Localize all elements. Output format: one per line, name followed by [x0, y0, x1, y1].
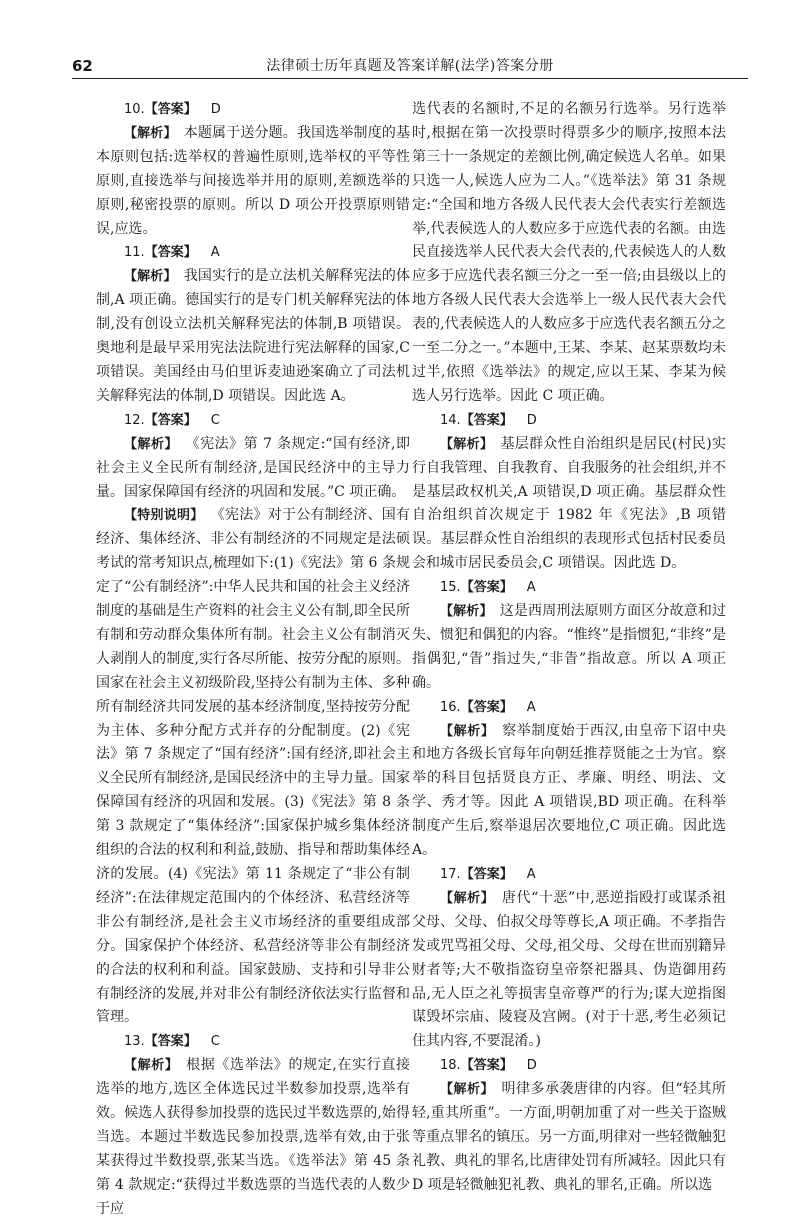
paragraph-text: 明律多承袭唐律的内容。但“轻其所轻,重其所重”。一方面,明朝加重了对一些关于盗贼等重点罪名的镇压。另一方面,明律对一些轻微触犯礼教、典礼的罪名,比唐律处罚有所减轻。因此只有 D 项是轻微触犯礼教、典礼的罪名,正确。所以选 — [412, 1081, 726, 1193]
paragraph-text: 《宪法》第 7 条规定:“国有经济,即社会主义全民所有制经济,是国民经济中的主导力量。国家保障国有经济的巩固和发展。”C 项正确。 — [96, 435, 410, 500]
answer-line — [412, 409, 726, 433]
section-tag: 【解析】 — [124, 269, 177, 285]
paragraph-text: 唐代“十恶”中,恶逆指殴打或谋杀祖父母、父母、伯叔父母等尊长,A 项正确。不孝指告发或咒骂祖父母、父母,祖父母、父母在世而别籍异财者等;大不敬指盗窃皇帝祭祀器具、伪造御用药品,无人臣之礼等损害皇帝尊严的行为;谋大逆指图谋毁坏宗庙、陵寝及宫阙。(对于十恶,考生必须记住其内容,不要混淆。) — [412, 889, 726, 1050]
explanation-paragraph — [96, 265, 410, 408]
running-title: 法律硕士历年真题及答案详解(法学)答案分册 — [266, 58, 554, 74]
answer-value: A — [210, 245, 220, 261]
answer-line — [96, 98, 410, 122]
paragraph-text: 根据《选举法》的规定,在实行直接选举的地方,选区全体选民过半数参加投票,选举有效。候选人获得参加投票的选民过半数选票的,始得当选。本题过半数选民参加投票,选举有效,由于张某获得过半数投票,张某当选。《选举法》第 45 条第 4 款规定:“获得过半数选票的当选代表的人数少于应 — [96, 1057, 410, 1217]
answer-line — [96, 409, 410, 433]
question-number: 13. — [124, 1034, 145, 1050]
answer-value: D — [210, 102, 221, 117]
paragraph-text: 《宪法》对于公有制经济、国有经济、集体经济、非公有制经济的不同规定是法硕考试的常考知识点,梳理如下:(1)《宪法》第 6 条规定了“公有制经济”:中华人民共和国的社会主义经济制度的基础是生产资料的社会主义公有制,即全民所有制和劳动群众集体所有制。社会主义公有制消灭人剥削人的制度,实行各尽所能、按劳分配的原则。国家在社会主义初级阶段,坚持公有制为主体、多种所有制经济共同发展的基本经济制度,坚持按劳分配为主体、多种分配方式并存的分配制度。(2)《宪法》第 7 条规定了“国有经济”:国有经济,即社会主义全民所有制经济,是国民经济中的主导力量。国家保障国有经济的巩固和发展。(3)《宪法》第 8 条第 3 款规定了“集体经济”:国家保护城乡集体经济组织的合法的权利和利益,鼓励、指导和帮助集体经济的发展。(4)《宪法》第 11 条规定了“非公有制经济”:在法律规定范围内的个体经济、私营经济等非公有制经济,是社会主义市场经济的重要组成部分。国家保护个体经济、私营经济等非公有制经济的合法的权利和利益。国家鼓励、支持和引导非公有制经济的发展,并对非公有制经济依法实行监督和管理。 — [96, 507, 410, 1026]
explanation-paragraph — [412, 887, 726, 1054]
left-column — [96, 98, 410, 1222]
section-tag: 【解析】 — [440, 723, 495, 739]
question-number: 17. — [440, 867, 461, 882]
answer-value: A — [526, 867, 536, 882]
answer-line — [412, 576, 726, 600]
answer-value: A — [526, 699, 536, 715]
answer-line — [412, 1054, 726, 1078]
answer-value: C — [210, 412, 220, 428]
question-number: 11. — [124, 245, 145, 261]
answer-tag: 【答案】 — [460, 580, 513, 596]
section-tag: 【解析】 — [124, 1058, 179, 1074]
question-number: 18. — [440, 1058, 461, 1074]
answer-value: C — [210, 1034, 220, 1050]
section-tag: 【解析】 — [440, 1082, 494, 1098]
answer-value: D — [526, 412, 537, 428]
question-number: 12. — [124, 412, 145, 428]
explanation-paragraph — [412, 1078, 726, 1198]
answer-line — [412, 696, 726, 720]
paragraph-text: 本题属于送分题。我国选举制度的基本原则包括:选举权的普遍性原则,选举权的平等性原则,直接选举与间接选举并用的原则,差额选举的原则,秘密投票的原则。所以 D 项公开投票原则错误,应选。 — [96, 124, 410, 237]
answer-tag: 【答案】 — [460, 412, 513, 428]
explanation-paragraph — [412, 600, 726, 696]
question-number: 10. — [124, 102, 145, 117]
page-header — [72, 56, 748, 79]
paragraph-text: 基层群众性自治组织是居民(村民)实行自我管理、自我教育、自我服务的社会组织,并不是基层政权机关,A 项错误,D 项正确。基层群众性自治组织首次规定于 1982 年《宪法》,B 项错误。基层群众性自治组织的表现形式包括村民委员会和城市居民委员会,C 项错误。因此选 D。 — [412, 435, 726, 572]
answer-tag: 【答案】 — [460, 867, 513, 882]
answer-tag: 【答案】 — [144, 1034, 197, 1050]
explanation-paragraph — [96, 504, 410, 1030]
answer-tag: 【答案】 — [460, 699, 513, 715]
answer-tag: 【答案】 — [460, 1058, 513, 1074]
answer-tag: 【答案】 — [144, 412, 197, 428]
paragraph-text: 这是西周刑法原则方面区分故意和过失、惯犯和偶犯的内容。“惟终”是指惯犯,“非终”是指偶犯,“眚”指过失,“非眚”指故意。所以 A 项正确。 — [412, 603, 726, 691]
continued-paragraph: 选代表的名额时,不足的名额另行选举。另行选举时,根据在第一次投票时得票多少的顺序,按照本法第三十一条规定的差额比例,确定候选人名单。如果只选一人,候选人应为二人。”《选举法》第 31 条规定:“全国和地方各级人民代表大会代表实行差额选举,代表候选人的人数应多于应选代表的名额。由选民直接选举人民代表大会代表的,代表候选人的人数应多于应选代表名额三分之一至一倍;由县级以上的地方各级人民代表大会选举上一级人民代表大会代表的,代表候选人的人数应多于应选代表名额五分之一至二分之一。”本题中,王某、李某、赵某票数均未过半,依照《选举法》的规定,应以王某、李某为候选人另行选举。因此 C 项正确。 — [412, 101, 726, 404]
explanation-paragraph — [96, 433, 410, 505]
answer-tag: 【答案】 — [144, 245, 197, 261]
section-tag: 【特别说明】 — [124, 508, 204, 524]
right-column — [412, 98, 726, 1198]
question-number: 14. — [440, 412, 461, 428]
answer-value: A — [526, 580, 536, 596]
question-number: 16. — [440, 699, 461, 715]
section-tag: 【解析】 — [124, 436, 179, 452]
section-tag: 【解析】 — [440, 890, 495, 906]
answer-line — [96, 1030, 410, 1054]
section-tag: 【解析】 — [440, 436, 494, 452]
paragraph-text: 我国实行的是立法机关解释宪法的体制,A 项正确。德国实行的是专门机关解释宪法的体制,没有创设立法机关解释宪法的体制,B 项错误。奥地利是最早采用宪法法院进行宪法解释的国家,C 项错误。美国经由马伯里诉麦迪逊案确立了司法机关解释宪法的体制,D 项错误。因此选 A。 — [96, 268, 410, 404]
question-number: 15. — [440, 580, 461, 596]
explanation-paragraph — [96, 1054, 410, 1221]
explanation-paragraph — [96, 122, 410, 242]
section-tag: 【解析】 — [124, 125, 177, 141]
answer-value: D — [526, 1058, 537, 1074]
explanation-paragraph — [412, 720, 726, 863]
explanation-paragraph — [412, 433, 726, 576]
paragraph-text: 察举制度始于西汉,由皇帝下诏中央和地方各级长官每年向朝廷推荐贤能之士为官。察举的科目包括贤良方正、孝廉、明经、明法、文学、秀才等。因此 A 项错误,BD 项正确。在科举制度产生后,察举退居次要地位,C 项正确。因此选 A。 — [412, 722, 726, 859]
page-number: 62 — [72, 57, 93, 75]
section-tag: 【解析】 — [440, 604, 493, 620]
answer-line — [412, 863, 726, 887]
answer-line — [96, 241, 410, 265]
answer-tag: 【答案】 — [144, 102, 197, 117]
